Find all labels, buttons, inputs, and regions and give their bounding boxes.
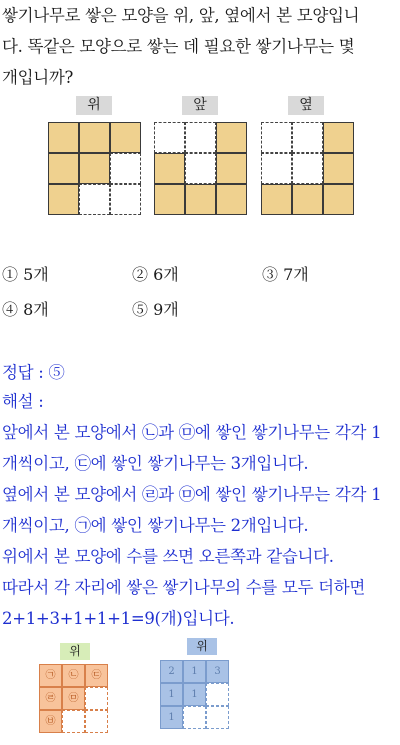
choice-4-text: 8개 (23, 300, 49, 319)
choice-5-number: ⑤ (132, 300, 149, 319)
choice-5-text: 9개 (153, 300, 179, 319)
view-0-cell-1-0 (48, 153, 79, 184)
view-1-cell-2-1 (185, 184, 216, 215)
figure-left-cell-1-1: ㉤ (62, 687, 85, 710)
explanation-line-4: 개씩이고, ㉠에 쌓인 쌓기나무는 2개입니다. (2, 516, 309, 535)
view-1-cell-0-1 (185, 122, 216, 153)
figure-left-label: 위 (60, 643, 90, 660)
answer-line: 정답 : ⑤ (2, 363, 65, 382)
choice-5[interactable] (132, 297, 179, 320)
choice-2-text: 6개 (153, 265, 179, 284)
view-1-cell-2-2 (216, 184, 247, 215)
explanation-line-5: 위에서 본 모양에 수를 쓰면 오른쪽과 같습니다. (2, 547, 334, 566)
view-2-cell-0-0 (261, 122, 292, 153)
choice-4[interactable] (2, 297, 49, 320)
figure-right-cell-0-0: 2 (160, 660, 183, 683)
view-2-cell-0-1 (292, 122, 323, 153)
choice-3-text: 7개 (283, 265, 309, 284)
figure-left-cell-2-0: ㉥ (39, 710, 62, 733)
figure-left-cell-1-2 (85, 687, 108, 710)
figure-right-cell-1-1: 1 (183, 683, 206, 706)
figure-left-cell-0-1: ㉡ (62, 664, 85, 687)
figure-right-cell-0-2: 3 (206, 660, 229, 683)
choice-4-number: ④ (2, 300, 19, 319)
figure-right-cell-2-1 (183, 706, 206, 729)
figure-right-label: 위 (187, 638, 217, 655)
view-2-cell-2-2 (323, 184, 354, 215)
figure-left-cell-2-1 (62, 710, 85, 733)
figure-right-cell-0-1: 1 (183, 660, 206, 683)
view-0-cell-1-2 (110, 153, 141, 184)
choice-1-number: ① (2, 265, 19, 284)
view-2-cell-1-0 (261, 153, 292, 184)
view-0-cell-1-1 (79, 153, 110, 184)
view-0-cell-2-2 (110, 184, 141, 215)
view-2-cell-0-2 (323, 122, 354, 153)
explanation-line-6: 따라서 각 자리에 쌓은 쌓기나무의 수를 모두 더하면 (2, 578, 366, 597)
figure-right-cell-2-0: 1 (160, 706, 183, 729)
view-1-cell-2-0 (154, 184, 185, 215)
view-1-cell-1-0 (154, 153, 185, 184)
figure-right-cell-2-2 (206, 706, 229, 729)
explanation-heading: 해설 : (2, 392, 44, 411)
explanation-line-2: 개씩이고, ㉢에 쌓인 쌓기나무는 3개입니다. (2, 454, 309, 473)
view-label-side: 옆 (288, 96, 324, 115)
view-label-front: 앞 (182, 96, 218, 115)
figure-left-cell-1-0: ㉣ (39, 687, 62, 710)
question-line-2: 다. 똑같은 모양으로 쌓는 데 필요한 쌓기나무는 몇 (2, 37, 355, 56)
figure-left-cell-0-0: ㉠ (39, 664, 62, 687)
choice-3[interactable] (262, 262, 309, 285)
view-0-cell-0-2 (110, 122, 141, 153)
question-line-3: 개입니까? (2, 68, 74, 87)
view-2-cell-2-1 (292, 184, 323, 215)
view-2-cell-2-0 (261, 184, 292, 215)
explanation-line-7: 2+1+3+1+1+1=9(개)입니다. (2, 609, 235, 628)
explanation-line-1: 앞에서 본 모양에서 ㉡과 ㉤에 쌓인 쌓기나무는 각각 1 (2, 423, 382, 442)
figure-left-cell-0-2: ㉢ (85, 664, 108, 687)
figure-right-cell-1-2 (206, 683, 229, 706)
explanation-line-3: 옆에서 본 모양에서 ㉣과 ㉤에 쌓인 쌓기나무는 각각 1 (2, 485, 382, 504)
choice-2[interactable] (132, 262, 179, 285)
view-1-cell-1-2 (216, 153, 247, 184)
choice-2-number: ② (132, 265, 149, 284)
view-2-cell-1-2 (323, 153, 354, 184)
choice-1-text: 5개 (23, 265, 49, 284)
view-1-cell-0-2 (216, 122, 247, 153)
view-0-cell-0-0 (48, 122, 79, 153)
view-2-cell-1-1 (292, 153, 323, 184)
figure-left-cell-2-2 (85, 710, 108, 733)
view-1-cell-0-0 (154, 122, 185, 153)
figure-right-cell-1-0: 1 (160, 683, 183, 706)
choice-1[interactable] (2, 262, 49, 285)
view-1-cell-1-1 (185, 153, 216, 184)
view-0-cell-0-1 (79, 122, 110, 153)
view-0-cell-2-1 (79, 184, 110, 215)
view-label-top: 위 (76, 96, 112, 115)
question-line-1: 쌓기나무로 쌓은 모양을 위, 앞, 옆에서 본 모양입니 (2, 6, 360, 25)
view-0-cell-2-0 (48, 184, 79, 215)
choice-3-number: ③ (262, 265, 279, 284)
